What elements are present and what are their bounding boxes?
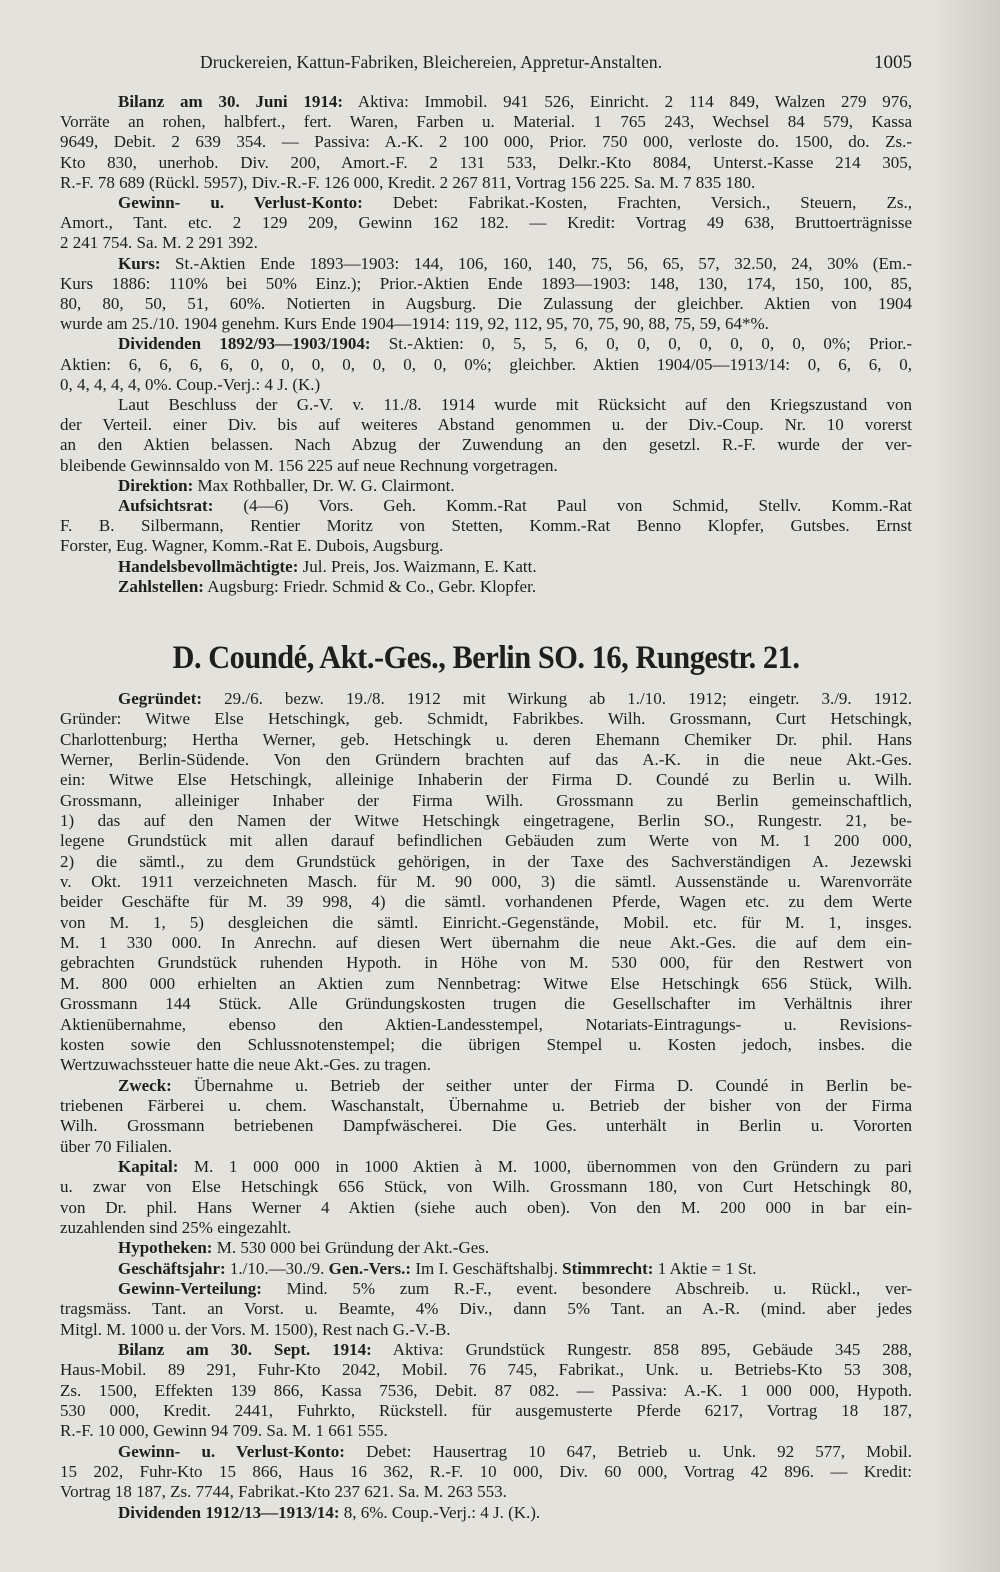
text-line (60, 334, 912, 354)
text-line (60, 1218, 912, 1238)
text-line (60, 193, 912, 213)
line-text: an den Aktien belassen. Nach Abzug der Zuwendung an den gesetzl. R.-F. wurde der ver- (60, 435, 912, 455)
line-text: Debet: Fabrikat.-Kosten, Frachten, Versich., Steuern, Zs., (362, 193, 912, 213)
line-text: 29./6. bezw. 19./8. 1912 mit Wirkung ab 1./10. 1912; eingetr. 3./9. 1912. (202, 689, 912, 708)
line-text: 0, 4, 4, 4, 4, 0%. Coup.-Verj.: 4 J. (K.) (60, 374, 321, 394)
text-line (60, 112, 912, 132)
paragraph-label: Hypotheken: (118, 1238, 213, 1258)
text-line (60, 314, 912, 334)
text-line (60, 1299, 912, 1319)
line-text: ein: Witwe Else Hetschingk, alleinige Inhaberin der Firma D. Coundé zu Berlin u. Wilh. (60, 770, 912, 790)
line-text: wurde am 25./10. 1904 genehm. Kurs Ende 1904—1914: 119, 92, 112, 95, 70, 75, 90, 88, 75, 59, 64*%. (60, 314, 769, 334)
text-line (60, 274, 912, 294)
text-line (60, 1035, 912, 1055)
paragraph (60, 1238, 912, 1258)
text-line (60, 1076, 912, 1096)
paragraph (60, 557, 912, 577)
line-text: beider Geschäfte für M. 39 998, 4) die sämtl. vorhandenen Pferde, Wagen etc. zu dem Werte (60, 892, 912, 912)
line-text: Augsburg: Friedr. Schmid & Co., Gebr. Klopfer. (203, 576, 537, 596)
line-text: tragsmäss. Tant. an Vorst. u. Beamte, 4% Div., dann 5% Tant. an A.-R. (mind. aber jedes (60, 1299, 912, 1319)
paragraph (60, 1340, 912, 1442)
paragraph (60, 577, 912, 597)
text-line (60, 913, 912, 933)
text-line (60, 1401, 912, 1421)
line-text: Wertzuwachssteuer hatte die neue Akt.-Ges. zu tragen. (60, 1055, 432, 1075)
line-text: Charlottenburg; Hertha Werner, geb. Hetschingk u. deren Ehemann Chemiker Dr. phil. Hans (60, 729, 912, 749)
text-line (60, 1462, 912, 1482)
text-line (60, 892, 912, 912)
line-text: kosten sowie den Schlussnotenstempel; die übrigen Stempel u. Kosten jedoch, insbes. die (60, 1034, 912, 1054)
running-header (200, 52, 912, 78)
paragraph-label: Bilanz am 30. Juni 1914: (118, 92, 343, 111)
text-line (60, 1381, 912, 1401)
paragraph (60, 334, 912, 395)
line-text: der Verteil. einer Div. bis auf weiteres Abstand genommen u. der Div.-Coup. Nr. 10 vorerst (60, 415, 912, 435)
text-line (60, 254, 912, 274)
line-text: Debet: Hausertrag 10 647, Betrieb u. Unk. 92 577, Mobil. (344, 1441, 912, 1461)
text-line (60, 496, 912, 516)
paragraph-label: Handelsbevollmächtigte: (118, 556, 299, 576)
text-line (60, 415, 912, 435)
text-line (60, 213, 912, 233)
text-line (60, 953, 912, 973)
text-line (60, 872, 912, 892)
text-line (60, 476, 912, 496)
line-text: 8, 6%. Coup.-Verj.: 4 J. (K.). (339, 1502, 541, 1522)
paragraph-label: Dividenden 1912/13—1913/14: (118, 1502, 340, 1522)
paragraph (60, 1259, 912, 1279)
page-number: 1005 (874, 52, 912, 73)
line-text: (4—6) Vors. Geh. Komm.-Rat Paul von Schmid, Stellv. Komm.-Rat (213, 496, 912, 516)
line-text: von Dr. phil. Hans Werner 4 Aktien (siehe auch oben). Von den M. 200 000 in bar ein- (60, 1197, 912, 1217)
paragraph-label: Aufsichtsrat: (118, 496, 214, 516)
paragraph (60, 1279, 912, 1340)
text-line (60, 811, 912, 831)
text-line (60, 1421, 912, 1441)
line-text: Kurs 1886: 110% bei 50% Einz.); Prior.-Aktien Ende 1893—1903: 148, 130, 174, 150, 100, 85, (60, 273, 912, 293)
paragraph (60, 193, 912, 254)
text-line (60, 730, 912, 750)
line-text: Gründer: Witwe Else Hetschingk, geb. Schmidt, Fabrikbes. Wilh. Grossmann, Curt Hetschingk, (60, 709, 912, 729)
text-line (60, 435, 912, 455)
line-text: Amort., Tant. etc. 2 129 209, Gewinn 162 182. — Kredit: Vortrag 49 638, Bruttoerträgnisse (60, 213, 912, 233)
line-text: Laut Beschluss der G.-V. v. 11./8. 1914 wurde mit Rücksicht auf den Kriegszustand von (118, 395, 912, 415)
text-line (60, 516, 912, 536)
text-line (60, 1015, 912, 1035)
text-line (60, 536, 912, 556)
text-line (60, 831, 912, 851)
line-text: Jul. Preis, Jos. Waizmann, E. Katt. (298, 556, 537, 576)
text-line (60, 1503, 912, 1523)
line-text: Im I. Geschäftshalbj. (411, 1258, 563, 1278)
paragraph-label: Zweck: (118, 1075, 172, 1095)
line-text: Grossmann, alleiniger Inhaber der Firma Wilh. Grossmann zu Berlin gemeinschaftlich, (60, 790, 912, 810)
text-line (60, 933, 912, 953)
paragraph (60, 1157, 912, 1238)
line-text: Mitgl. M. 1000 u. der Vors. M. 1500), Rest nach G.-V.-B. (60, 1319, 451, 1339)
company-title: D. Coundé, Akt.-Ges., Berlin SO. 16, Rungestr. 21. (172, 640, 800, 676)
text-line (60, 1055, 912, 1075)
paragraph-label: Gegründet: (118, 689, 203, 708)
paragraph-label: Gewinn- u. Verlust-Konto: (118, 193, 363, 213)
text-line (60, 1177, 912, 1197)
line-text: gebrachten Grundstück ruhenden Hypoth. in Höhe von M. 530 000, für den Restwert von (60, 953, 912, 973)
text-line (60, 233, 912, 253)
text-line (60, 1340, 912, 1360)
text-line (60, 92, 912, 112)
header-title: Druckereien, Kattun-Fabriken, Bleichereien, Appretur-Anstalten. (200, 52, 663, 72)
line-text: Forster, Eug. Wagner, Komm.-Rat E. Dubois, Augsburg. (60, 536, 444, 556)
line-text: St.-Aktien Ende 1893—1903: 144, 106, 160, 140, 75, 56, 65, 57, 32.50, 24, 30% (Em.- (160, 253, 912, 273)
line-text: von M. 1, 5) desgleichen die sämtl. Einricht.-Gegenstände, Mobil. etc. für M. 1, insges. (60, 912, 912, 932)
page-edge-shadow (930, 0, 1000, 1572)
text-line (60, 1259, 912, 1279)
text-line (60, 750, 912, 770)
text-line (60, 1238, 912, 1258)
company-entry-previous (60, 92, 912, 597)
text-line (60, 173, 912, 193)
text-line (60, 974, 912, 994)
line-text: Aktiva: Grundstück Rungestr. 858 895, Gebäude 345 288, (371, 1340, 912, 1359)
paragraph (60, 689, 912, 1076)
line-text: Vorräte an rohen, halbfert., fert. Waren, Farben u. Material. 1 765 243, Wechsel 84 579, Kassa (60, 112, 912, 132)
text-line (60, 395, 912, 415)
paragraph-label: Gewinn-Verteilung: (118, 1278, 262, 1298)
paragraph-label: Kapital: (118, 1156, 179, 1176)
line-text: Wilh. Grossmann betriebenen Dampfwäscherei. Die Ges. unterhält in Berlin u. Vororten (60, 1116, 912, 1136)
text-line (60, 791, 912, 811)
text-line (60, 1442, 912, 1462)
paragraph (60, 254, 912, 335)
text-line (60, 1137, 912, 1157)
paragraph (60, 496, 912, 557)
line-text: Max Rothballer, Dr. W. G. Clairmont. (193, 475, 455, 495)
line-text: M. 1 330 000. In Anrechn. auf diesen Wert übernahm die neue Akt.-Ges. die auf dem ein- (60, 933, 912, 953)
text-line (60, 709, 912, 729)
line-text: 9649, Debit. 2 639 354. — Passiva: A.-K. 2 100 000, Prior. 750 000, verloste do. 1500, do. Zs.- (60, 132, 912, 152)
text-line (60, 1096, 912, 1116)
line-text: 80, 80, 50, 51, 60%. Notierten in Augsburg. Die Zulassung der gleichber. Aktien von 1904 (60, 294, 912, 314)
line-text: F. B. Silbermann, Rentier Moritz von Stetten, Komm.-Rat Benno Klopfer, Gutsbes. Ernst (60, 516, 912, 536)
line-text: Zs. 1500, Effekten 139 866, Kassa 7536, Debit. 87 082. — Passiva: A.-K. 1 000 000, Hypoth. (60, 1380, 912, 1400)
paragraph (60, 92, 912, 193)
line-text: 1) das auf den Namen der Witwe Hetschingk eingetragene, Berlin SO., Rungestr. 21, be- (60, 811, 912, 831)
paragraph-label: Zahlstellen: (118, 576, 204, 596)
line-text: bleibende Gewinnsaldo von M. 156 225 auf neue Rechnung vorgetragen. (60, 455, 558, 475)
line-text: M. 530 000 bei Gründung der Akt.-Ges. (212, 1238, 490, 1258)
text-line (60, 132, 912, 152)
line-text: M. 1 000 000 in 1000 Aktien à M. 1000, übernommen von den Gründern zu pari (178, 1156, 912, 1176)
text-line (60, 770, 912, 790)
line-text: v. Okt. 1911 verzeichneten Masch. für M. 90 000, 3) die sämtl. Aussenstände u. Warenvorräte (60, 872, 912, 892)
line-text: Vortrag 18 187, Zs. 7744, Fabrikat.-Kto 237 621. Sa. M. 263 553. (60, 1482, 507, 1502)
text-line (60, 994, 912, 1014)
text-line (60, 852, 912, 872)
line-text: M. 800 000 erhielten an Aktien zum Nennbetrag: Witwe Else Hetschingk 656 Stück, Wilh. (60, 973, 912, 993)
line-text: 2 241 754. Sa. M. 2 291 392. (60, 233, 258, 253)
text-line (60, 1279, 912, 1299)
line-text: u. zwar von Else Hetschingk 656 Stück, von Wilh. Grossmann 180, von Curt Hetschingk 80, (60, 1177, 912, 1197)
line-text: Aktiva: Immobil. 941 526, Einricht. 2 114 849, Walzen 279 976, (343, 92, 912, 111)
line-text: Mind. 5% zum R.-F., event. besondere Abschreib. u. Rückl., ver- (261, 1278, 912, 1298)
text-line (60, 1116, 912, 1136)
line-text: legene Grundstück mit allen darauf befindlichen Gebäuden zum Werte von M. 1 200 000, (60, 831, 912, 851)
text-line (60, 1198, 912, 1218)
line-text: Haus-Mobil. 89 291, Fuhr-Kto 2042, Mobil. 76 745, Fabrikat., Unk. u. Betriebs-Kto 53 308, (60, 1360, 912, 1380)
line-text: Aktienübernahme, ebenso den Aktien-Landesstempel, Notariats-Eintragungs- u. Revisions- (60, 1014, 912, 1034)
text-line (60, 1157, 912, 1177)
line-text: Übernahme u. Betrieb der seither unter der Firma D. Coundé in Berlin be- (171, 1075, 912, 1095)
text-line (60, 689, 912, 709)
text-line (60, 1320, 912, 1340)
line-text: R.-F. 78 689 (Rückl. 5957), Div.-R.-F. 126 000, Kredit. 2 267 811, Vortrag 156 225. Sa. M. 7 835 180. (60, 172, 756, 192)
paragraph-label: Direktion: (118, 475, 194, 495)
company-entry-counde (60, 689, 912, 1523)
line-text: zuzahlenden sind 25% eingezahlt. (60, 1217, 292, 1237)
paragraph-label: Dividenden 1892/93—1903/1904: (118, 334, 371, 354)
line-text: 530 000, Kredit. 2441, Fuhrkto, Rückstell. für ausgemusterte Pferde 6217, Vortrag 18 187, (60, 1401, 912, 1421)
paragraph (60, 1076, 912, 1157)
paragraph-label: Bilanz am 30. Sept. 1914: (118, 1340, 372, 1359)
line-text: 15 202, Fuhr-Kto 15 866, Haus 16 362, R.-F. 10 000, Div. 60 000, Vortrag 42 896. — Kredit: (60, 1462, 912, 1482)
line-text: über 70 Filialen. (60, 1136, 172, 1156)
text-line (60, 557, 912, 577)
paragraph (60, 1503, 912, 1523)
line-text: Aktien: 6, 6, 6, 6, 0, 0, 0, 0, 0, 0, 0, 0%; gleichber. Aktien 1904/05—1913/14: 0, 6, 6, 0, (60, 354, 912, 374)
text-line (60, 456, 912, 476)
text-line (60, 375, 912, 395)
paragraph (60, 395, 912, 476)
line-text: Grossmann 144 Stück. Alle Gründungskosten trugen die Gesellschafter im Verhältnis ihrer (60, 994, 912, 1014)
paragraph-label: Gewinn- u. Verlust-Konto: (118, 1441, 345, 1461)
text-line (60, 577, 912, 597)
line-text: 1 Aktie = 1 St. (653, 1258, 757, 1278)
text-line (60, 1482, 912, 1502)
line-text: triebenen Färberei u. chem. Waschanstalt, Übernahme u. Betrieb der bisher von der Firma (60, 1095, 912, 1115)
paragraph (60, 476, 912, 496)
line-text: 2) die sämtl., zu dem Grundstück gehörigen, in der Taxe des Sachverständigen A. Jezewski (60, 851, 912, 871)
inline-label: Stimmrecht: (562, 1258, 654, 1278)
inline-label: Gen.-Vers.: (328, 1258, 412, 1278)
text-line (60, 1360, 912, 1380)
text-line (60, 294, 912, 314)
line-text: R.-F. 10 000, Gewinn 94 709. Sa. M. 1 661 555. (60, 1421, 388, 1441)
paragraph (60, 1442, 912, 1503)
text-line (60, 355, 912, 375)
line-text: 1./10.—30./9. (225, 1258, 329, 1278)
line-text: Werner, Berlin-Südende. Von den Gründern brachten auf das A.-K. in die neue Akt.-Ges. (60, 750, 912, 770)
line-text: St.-Aktien: 0, 5, 5, 6, 0, 0, 0, 0, 0, 0, 0, 0%; Prior.- (370, 334, 912, 354)
paragraph-label: Kurs: (118, 253, 161, 273)
paragraph-label: Geschäftsjahr: (118, 1258, 226, 1278)
line-text: Kto 830, unerhob. Div. 200, Amort.-F. 2 131 533, Delkr.-Kto 8084, Unterst.-Kasse 214 305, (60, 152, 912, 172)
text-line (60, 153, 912, 173)
